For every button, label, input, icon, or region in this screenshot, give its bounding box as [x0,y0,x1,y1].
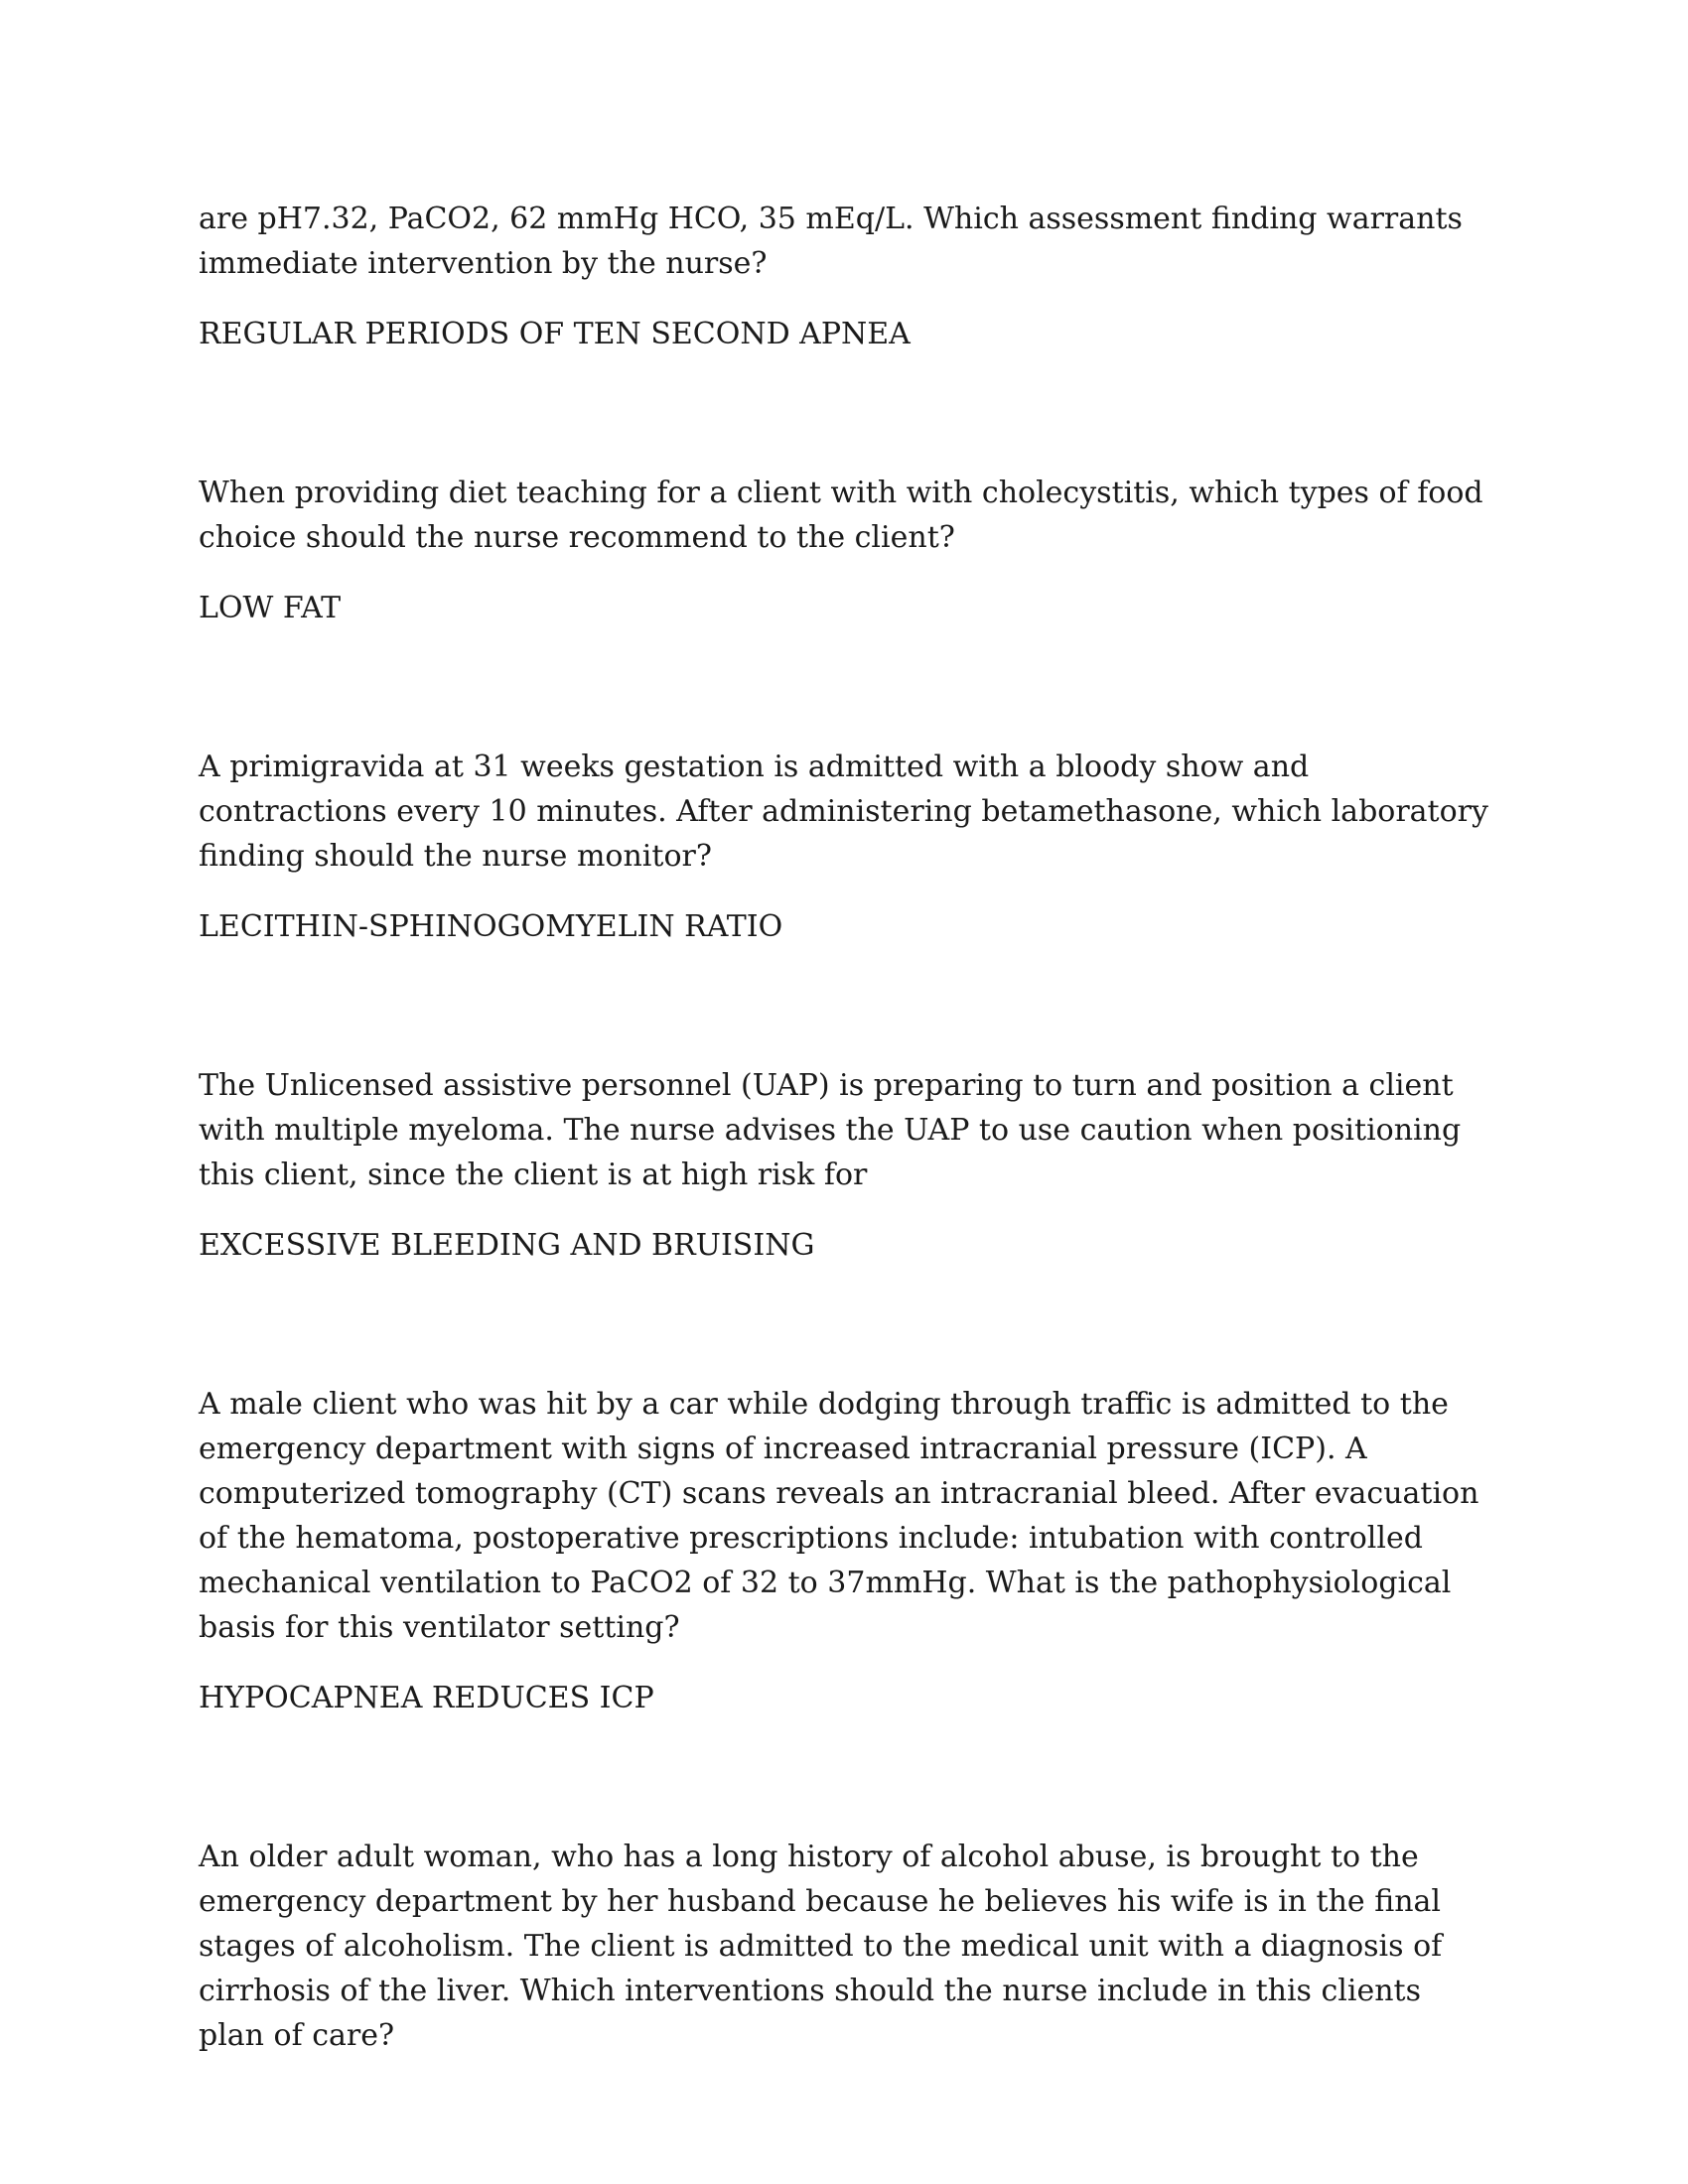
answer-text: LECITHIN-SPHINOGOMYELIN RATIO [199,909,783,944]
question-text: When providing diet teaching for a client with with cholecystitis, which types of food choice should the nurse recommend to the client? [199,476,1483,555]
question-text: are pH7.32, PaCO2, 62 mmHg HCO, 35 mEq/L. Which assessment finding warrants immediate intervention by the nurse? [199,202,1463,281]
qa-block-3 [199,745,1489,949]
document-page [199,197,1489,2058]
answer-text: EXCESSIVE BLEEDING AND BRUISING [199,1228,815,1263]
question-text: A primigravida at 31 weeks gestation is admitted with a bloody show and contractions every 10 minutes. After administering betamethasone, which laboratory finding should the nurse monitor? [199,750,1488,874]
qa-block-5 [199,1382,1489,1720]
qa-block-6 [199,1835,1489,2058]
question-text: The Unlicensed assistive personnel (UAP) is preparing to turn and position a client with multiple myeloma. The nurse advises the UAP to use caution when positioning this client, since the client is at high risk for [199,1068,1462,1192]
question-text: A male client who was hit by a car while dodging through traffic is admitted to the emergency department with signs of increased intracranial pressure (ICP). A computerized tomography (CT) scans reveals an intracranial bleed. After evacuation of the hematoma, postoperative prescriptions include: intubation with controlled mechanical ventilation to PaCO2 of 32 to 37mmHg. What is the pathophysiological basis for this ventilator setting? [199,1387,1479,1645]
qa-block-1 [199,197,1489,356]
qa-block-2 [199,471,1489,630]
answer-text: LOW FAT [199,591,342,625]
answer-text: REGULAR PERIODS OF TEN SECOND APNEA [199,317,911,351]
answer-text: HYPOCAPNEA REDUCES ICP [199,1681,654,1715]
question-text: An older adult woman, who has a long history of alcohol abuse, is brought to the emergency department by her husband because he believes his wife is in the final stages of alcoholism. The client is admitted to the medical unit with a diagnosis of cirrhosis of the liver. Which interventions should the nurse include in this clients plan of care? [199,1840,1443,2053]
qa-block-4 [199,1063,1489,1268]
